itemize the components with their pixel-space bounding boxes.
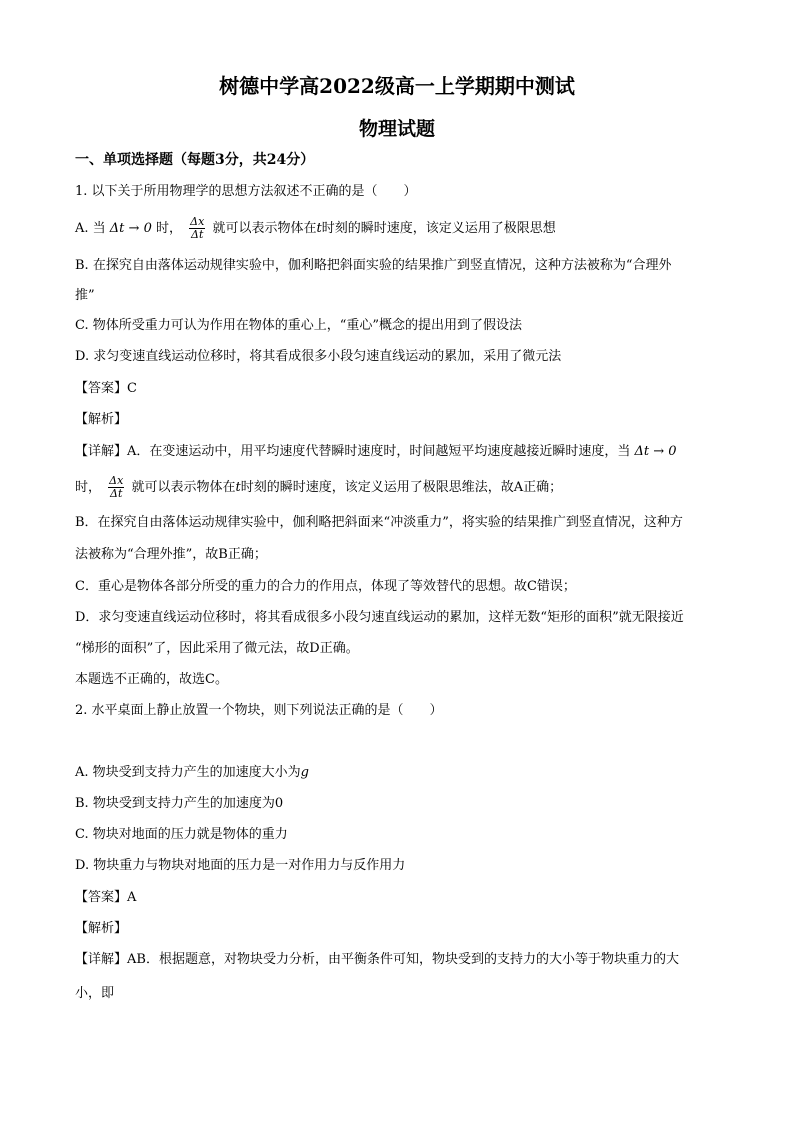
question-1-detail-line1 [75,442,734,462]
detail-line2-text-2: 时刻的瞬时速度，该定义运用了极限思维法，故A正确； [240,480,563,495]
option-a-prefix: A. 当 [75,221,106,236]
question-2-answer: 【答案】A [75,890,137,905]
detail-line2-prefix: 时， [75,480,102,495]
detail-fraction-delta-x-over-delta-t [108,475,124,500]
section-heading: 一、单项选择题（每题3分，共24分） [75,152,315,168]
question-2-option-d: D. 物块重力与物块对地面的压力是一对作用力与反作用力 [75,858,406,873]
var-g: g [300,765,309,780]
question-2-option-a [75,763,734,783]
question-1-option-b-line1: B. 在探究自由落体运动规律实验中，伽利略把斜面实验的结果推广到竖直情况，这种方法被称为“合理外 [75,258,672,273]
question-1-detail-d-line1: D．求匀变速直线运动位移时，将其看成很多小段匀速直线运动的累加，这样无数“矩形的面积”就无限接近 [75,610,684,625]
question-1-detail-line2 [75,475,734,500]
math-delta-t-limit: Δt → 0 [109,221,152,236]
question-1-detail-d-line2: “梯形的面积”了，因此采用了微元法，故D正确。 [75,641,359,656]
question-1-stem: 1. 以下关于所用物理学的思想方法叙述不正确的是（ ） [75,184,417,199]
option-a-text-2: 时刻的瞬时速度，该定义运用了极限思想 [321,221,556,236]
var-t: t [235,480,241,495]
fraction-delta-x-over-delta-t [189,216,205,241]
question-1-detail-c: C．重心是物体各部分所受的重力的合力的作用点，体现了等效替代的思想。故C错误； [75,579,576,594]
question-1-option-c: C. 物体所受重力可认为作用在物体的重心上，“重心”概念的提出用到了假设法 [75,318,523,333]
question-1-detail-b-line1: B．在探究自由落体运动规律实验中，伽利略把斜面来“冲淡重力”，将实验的结果推广到竖直情况，这种方 [75,515,683,530]
fraction-numerator: Δx [190,215,205,228]
option-a-text-1: 就可以表示物体在 [212,221,317,236]
option-a-mid: 时， [155,221,182,236]
question-2-stem: 2. 水平桌面上静止放置一个物块，则下列说法正确的是（ ） [75,703,443,718]
question-2-analysis-label: 【解析】 [75,921,128,936]
question-1-conclusion: 本题选不正确的，故选C。 [75,672,228,687]
document-title: 树德中学高2022级高一上学期期中测试 [219,74,575,98]
fraction-denominator: Δt [110,487,123,500]
var-t: t [316,221,322,236]
question-1-option-b-line2: 推” [75,288,95,303]
question-1-analysis-label: 【解析】 [75,412,128,427]
question-2-option-b: B. 物块受到支持力产生的加速度为0 [75,796,284,811]
fraction-numerator: Δx [109,474,124,487]
option-a-text: A. 物块受到支持力产生的加速度大小为 [75,765,301,780]
detail-math-delta-t-limit: Δt → 0 [634,444,677,459]
question-2-detail-line1: 【详解】AB．根据题意，对物块受力分析，由平衡条件可知，物块受到的支持力的大小等于物块重力的大 [75,952,679,967]
document-subtitle: 物理试题 [358,118,435,140]
fraction-denominator: Δt [191,228,204,241]
question-1-answer: 【答案】C [75,381,137,396]
question-1-detail-b-line2: 法被称为“合理外推”，故B正确； [75,547,267,562]
question-1-option-a [75,216,734,241]
detail-a-text: 【详解】A．在变速运动中，用平均速度代替瞬时速度时，时间越短平均速度越接近瞬时速度，当 [75,444,631,459]
question-1-option-d: D. 求匀变速直线运动位移时，将其看成很多小段匀速直线运动的累加，采用了微元法 [75,349,562,364]
detail-line2-text-1: 就可以表示物体在 [131,480,236,495]
question-2-option-c: C. 物块对地面的压力就是物体的重力 [75,827,288,842]
question-2-detail-line2: 小，即 [75,986,115,1001]
